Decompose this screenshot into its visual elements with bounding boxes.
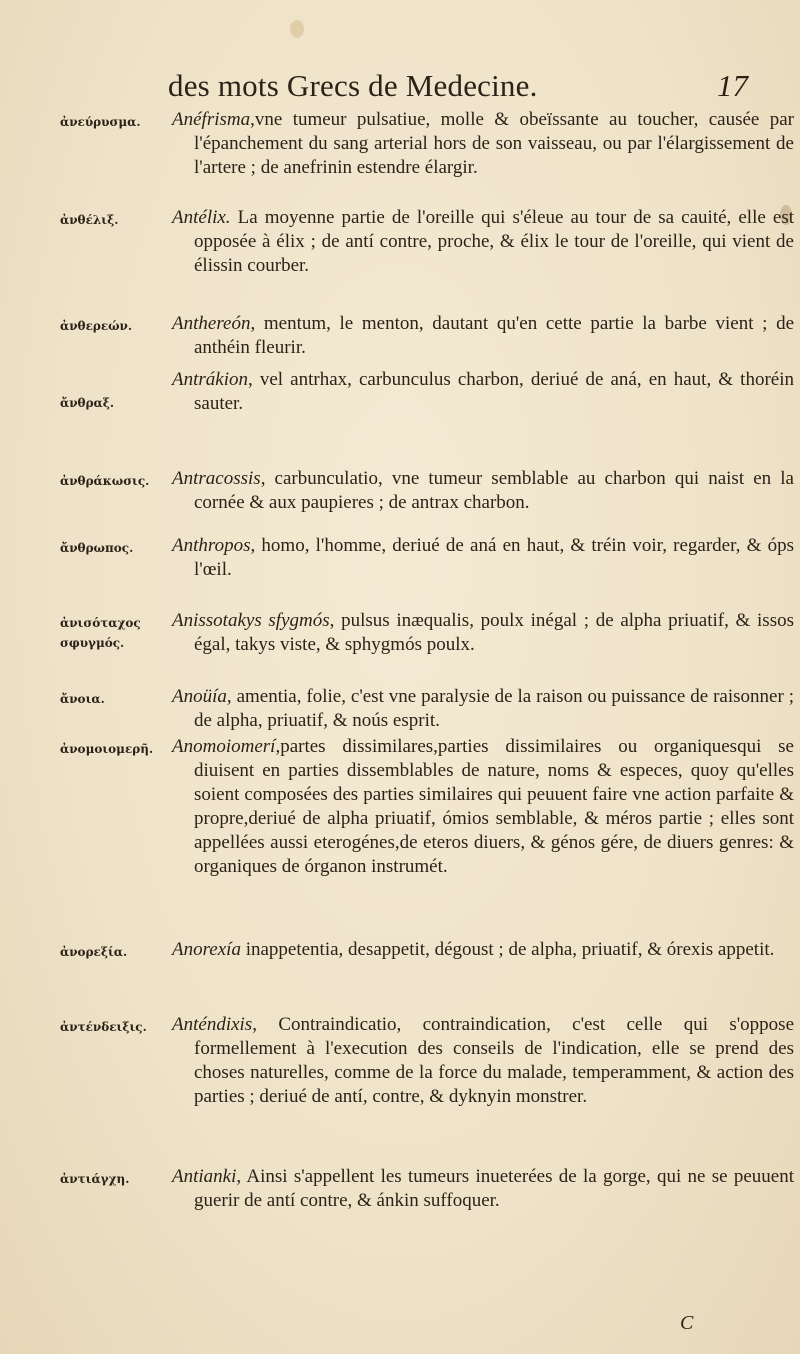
entry-text: , homo, l'homme, deriué de aná en haut, & tréin voir, regarder, & óps l'œil. (194, 535, 794, 580)
greek-headword: ἀντένδειξις. (60, 1020, 147, 1034)
entry-definition (172, 1165, 794, 1213)
latin-term: Anomoiomerí (172, 736, 276, 757)
latin-term: Antélix. (172, 207, 231, 228)
latin-term: Anthropos (172, 535, 251, 556)
page-number: 17 (717, 68, 748, 103)
greek-headword: ἀνεύρυσμα. (60, 115, 141, 129)
latin-term: Antianki (172, 1166, 237, 1187)
entry-definition (172, 108, 794, 180)
greek-headword: ἀντιάγχη. (60, 1172, 130, 1186)
latin-term: Antracossis (172, 468, 261, 489)
latin-term: Anorexía (172, 939, 241, 960)
greek-headword: ἀνομοιομερῆ. (60, 742, 154, 756)
greek-headword: ἀνθράκωσις. (60, 474, 150, 488)
entry-text: ,vne tumeur pulsatiue, molle & obeïssante au toucher, causée par l'épanchement du sang arterial hors de son vaisseau, ou par l'élargissement de l'artere ; de anefrinin estendre élargir. (194, 109, 794, 178)
greek-headword: ἀνθέλιξ. (60, 213, 119, 227)
entry-definition (172, 467, 794, 515)
entry-text: inappetentia, desappetit, dégoust ; de alpha, priuatif, & órexis appetit. (240, 939, 775, 960)
entry-definition (172, 206, 794, 278)
entry-definition (172, 1013, 794, 1109)
ink-stain (290, 20, 304, 38)
latin-term: Anthereón (172, 313, 251, 334)
greek-headword: ἀνορεξία. (60, 945, 128, 959)
entry-definition (172, 368, 794, 416)
greek-headword: ἄνοια. (60, 692, 105, 706)
running-title: des mots Grecs de Medecine. (168, 68, 538, 103)
entry-text: , pulsus inæqualis, poulx inégal ; de alpha priuatif, & issos égal, takys viste, & sphygmós poulx. (194, 610, 794, 655)
latin-term: Anoüía (172, 686, 227, 707)
entry-text: , vel antrhax, carbunculus charbon, deriué de aná, en haut, & thoréin sauter. (194, 369, 794, 414)
entry-definition (172, 312, 794, 360)
signature-mark: C (680, 1312, 694, 1334)
latin-term: Anténdixis (172, 1014, 253, 1035)
entry-definition (172, 534, 794, 582)
entry-text: , mentum, le menton, dautant qu'en cette partie la barbe vient ; de anthéin fleurir. (194, 313, 794, 358)
greek-headword: ἀνισόταχος σφυγμός. (60, 616, 141, 650)
latin-term: Anéfrisma (172, 109, 251, 130)
entry-definition (172, 938, 794, 962)
entry-text: , carbunculatio, vne tumeur semblable au charbon qui naist en la cornée & aux paupieres ; de antrax charbon. (194, 468, 794, 513)
latin-term: Anissotakys sfygmós (172, 610, 330, 631)
greek-headword: ἄνθραξ. (60, 396, 115, 410)
entry-definition (172, 685, 794, 733)
entry-definition (172, 609, 794, 657)
entry-text: , Ainsi s'appellent les tumeurs inueterées de la gorge, qui ne se peuuent guerir de antí contre, & ánkin suffoquer. (194, 1166, 794, 1211)
latin-term: Antrákion (172, 369, 248, 390)
entry-text: La moyenne partie de l'oreille qui s'éleue au tour de sa cauité, elle est opposée à élix ; de antí contre, proche, & élix le tour de l'oreille, qui vient de élissin courber. (194, 207, 794, 276)
greek-headword: ἄνθρωπος. (60, 541, 134, 555)
entry-definition (172, 735, 794, 879)
greek-headword: ἀνθερεών. (60, 319, 133, 333)
page-header (168, 68, 748, 108)
entry-text: , Contraindicatio, contraindication, c'est celle qui s'oppose formellement à l'execution des conseils de l'indication, elle se prend des choses naturelles, comme de la force du malade, temperamment, & action des parties ; deriué de antí, contre, & dyknyin monstrer. (194, 1014, 794, 1107)
entry-text: ,partes dissimilares,parties dissimilaires ou organiquesqui se diuisent en parties dissemblables de nature, noms & especes, quoy qu'elles soient composées des parties similaires qui peuuent faire vne action parfaite & propre,deriué de alpha priuatif, ómios semblable, & méros partie ; elles sont appellées aussi eterogénes,de eteros diuers, & génos gére, de diuers genres: & organiques de órganon instrumét. (194, 736, 794, 877)
entry-text: , amentia, folie, c'est vne paralysie de la raison ou puissance de raisonner ; de alpha, priuatif, & noús esprit. (194, 686, 794, 731)
